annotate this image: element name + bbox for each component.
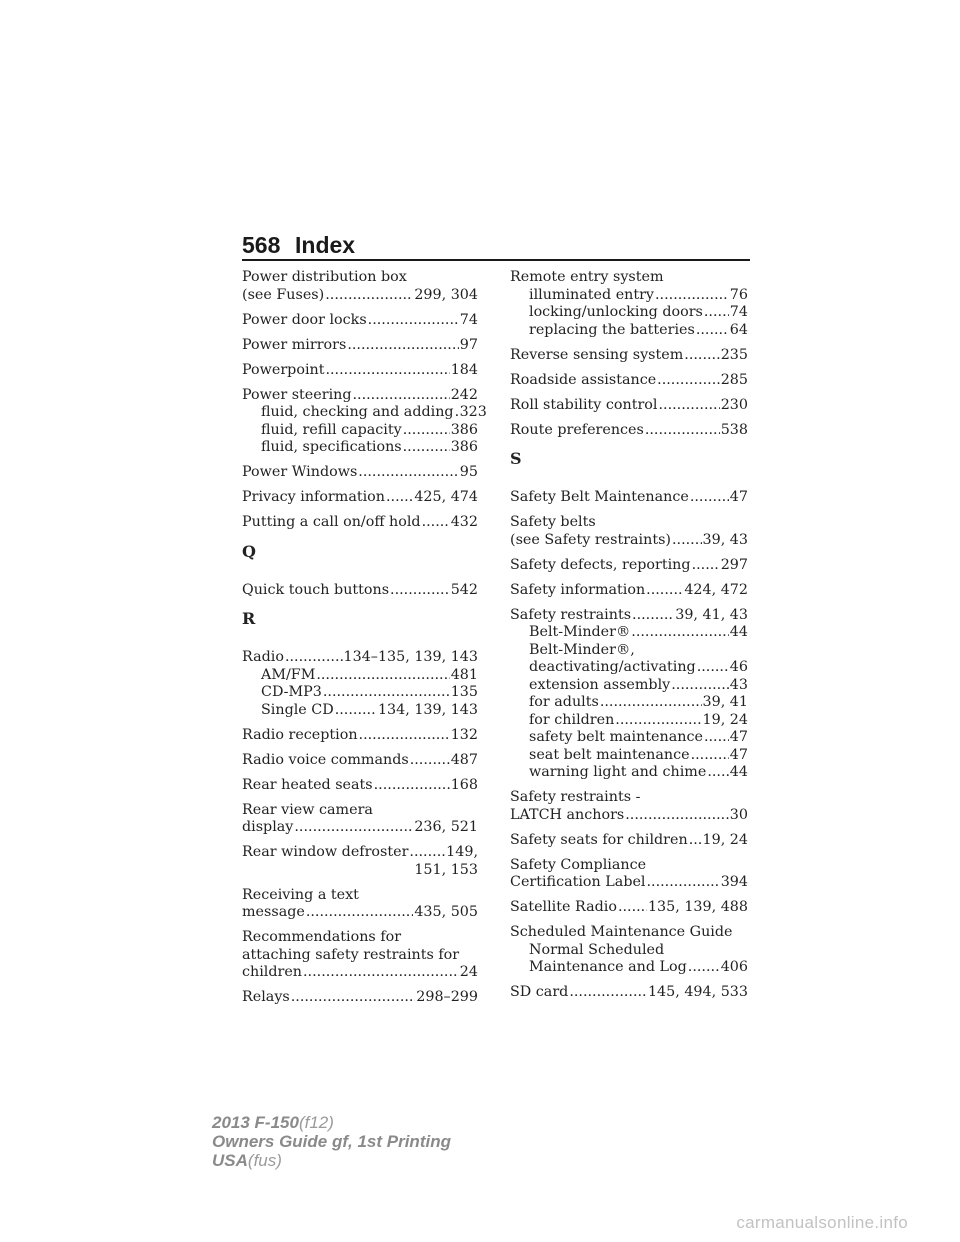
index-line (242, 362, 478, 380)
dot-leader (704, 304, 729, 322)
entry-pages: 74 (729, 304, 748, 320)
index-entry (242, 386, 487, 457)
entry-term: Safety Compliance (510, 856, 647, 873)
page-title: Index (295, 232, 356, 258)
index-entry (242, 727, 478, 745)
entry-pages: 47 (729, 489, 748, 505)
index-line (242, 464, 478, 482)
entry-pages: 44 (729, 624, 748, 640)
index-entry (242, 887, 478, 922)
index-subentry (510, 694, 748, 712)
entry-term: Rear heated seats (242, 776, 373, 793)
index-line (510, 807, 748, 825)
dot-leader (696, 322, 729, 340)
entry-pages: 323 (459, 404, 487, 420)
entry-pages: 39, 43 (702, 531, 748, 548)
section-letter: S (510, 449, 522, 468)
entry-pages: 424, 472 (684, 581, 748, 598)
entry-term: Quick touch buttons (242, 581, 390, 598)
entry-pages: 386 (450, 421, 478, 438)
index-line (510, 899, 748, 917)
entry-term: attaching safety restraints for (242, 946, 460, 963)
entry-pages: 242 (450, 386, 478, 403)
entry-term: Safety restraints - (510, 789, 641, 805)
index-line (510, 857, 748, 875)
index-entry (510, 832, 748, 850)
entry-term: Power Windows (242, 464, 358, 480)
dot-leader (631, 624, 729, 642)
dot-leader (285, 649, 343, 667)
entry-term: display (242, 819, 294, 835)
index-entry (510, 372, 748, 390)
entry-pages: 394 (720, 874, 748, 890)
index-subentry (510, 304, 748, 322)
entry-term: Recommendations for (242, 929, 402, 945)
dot-leader (403, 439, 450, 457)
section-letter: R (242, 609, 256, 628)
index-entry (242, 844, 478, 879)
index-subentry (242, 684, 478, 702)
dot-leader (615, 712, 701, 730)
entry-pages: 297 (720, 556, 748, 573)
entry-term: Scheduled Maintenance Guide (510, 924, 733, 940)
index-line (242, 287, 478, 305)
entry-pages: 435, 505 (414, 904, 478, 920)
index-line (510, 347, 748, 365)
index-subentry (242, 404, 487, 422)
entry-pages: 134–135, 139, 143 (343, 649, 478, 665)
entry-term: Reverse sensing system (510, 346, 684, 363)
index-line (242, 337, 478, 355)
index-subentry (510, 322, 748, 340)
index-entry (510, 514, 748, 549)
dot-leader (672, 532, 702, 550)
index-entry (510, 984, 748, 1002)
index-entry (242, 489, 478, 507)
dot-leader (358, 464, 459, 482)
entry-term: Radio voice commands (242, 751, 409, 768)
entry-pages: 168 (450, 776, 478, 793)
entry-term: Safety information (510, 581, 646, 598)
entry-term: Radio reception (242, 726, 358, 743)
entry-term: AM/FM (261, 666, 316, 683)
footer-market-line (212, 1151, 451, 1170)
entry-term: message (242, 904, 305, 920)
index-line (242, 844, 478, 862)
index-line (510, 422, 748, 440)
index-subentry (510, 624, 748, 642)
index-entry (510, 924, 748, 977)
index-line (510, 832, 748, 850)
index-subentry (242, 667, 478, 685)
index-line (242, 862, 478, 880)
entry-term: Rear view camera (242, 801, 373, 818)
index-line (242, 312, 478, 330)
entry-term: Powerpoint (242, 361, 325, 378)
entry-term: Roll stability control (510, 396, 658, 413)
dot-leader (359, 727, 450, 745)
index-line (510, 372, 748, 390)
entry-pages: 298–299 (416, 989, 478, 1005)
dot-leader (335, 702, 377, 720)
entry-term: Route preferences (510, 421, 644, 438)
index-line (510, 397, 748, 415)
entry-pages: 432 (450, 514, 478, 530)
index-subentry (510, 659, 748, 677)
dot-leader (697, 659, 729, 677)
entry-pages: 64 (729, 321, 748, 338)
dot-leader (323, 684, 450, 702)
footer-market: USA (212, 1151, 248, 1170)
dot-leader (303, 964, 459, 982)
entry-term: Safety Belt Maintenance (510, 489, 689, 505)
index-subentry (242, 439, 478, 457)
index-entry (242, 582, 478, 600)
entry-pages: 135 (450, 684, 478, 700)
dot-leader (618, 899, 647, 917)
entry-term: children (242, 964, 303, 980)
entry-term: Power distribution box (242, 269, 407, 285)
entry-term: fluid, refill capacity (261, 421, 402, 438)
entry-term: extension assembly (529, 676, 671, 693)
dot-leader (688, 959, 720, 977)
entry-pages: 542 (450, 581, 478, 598)
dot-leader (646, 582, 683, 600)
entry-term: SD card (510, 984, 569, 1000)
index-subentry (510, 287, 748, 305)
index-entry (242, 649, 478, 719)
index-line (242, 514, 478, 532)
dot-leader (645, 422, 720, 440)
dot-leader (707, 764, 728, 782)
entry-term: Safety defects, reporting (510, 556, 691, 573)
index-subentry (510, 729, 748, 747)
entry-term: (see Fuses) (242, 286, 325, 303)
index-line (242, 489, 478, 507)
entry-pages: 406 (720, 959, 748, 975)
entry-term: illuminated entry (529, 286, 655, 303)
index-subentry (510, 712, 748, 730)
entry-pages: 24 (459, 964, 478, 980)
entry-term: Remote entry system (510, 269, 664, 285)
index-subentry (510, 677, 748, 695)
entry-pages: 236, 521 (414, 819, 478, 835)
entry-term: Maintenance and Log (529, 959, 687, 975)
dot-leader (291, 989, 416, 1007)
entry-pages: 299, 304 (414, 286, 478, 303)
entry-term: Receiving a text (242, 886, 359, 903)
index-entry (510, 422, 748, 440)
dot-leader (655, 287, 729, 305)
entry-pages: 135, 139, 488 (647, 899, 748, 915)
index-entry (510, 857, 748, 892)
index-entry (510, 397, 748, 415)
index-line (242, 904, 478, 922)
dot-leader (692, 557, 720, 575)
dot-leader (455, 404, 459, 422)
footer-guide: Owners Guide gf, 1st Printing (212, 1132, 451, 1151)
dot-leader (368, 312, 459, 330)
entry-pages: 134, 139, 143 (377, 701, 478, 718)
entry-term: Safety restraints (510, 606, 632, 623)
header-rule (242, 259, 750, 261)
index-line (510, 607, 748, 625)
entry-term: LATCH anchors (510, 806, 625, 823)
index-line (510, 874, 748, 892)
index-line (510, 582, 748, 600)
dot-leader (647, 874, 720, 892)
index-line (242, 929, 478, 947)
index-entry (510, 557, 748, 575)
entry-pages: 43 (729, 676, 748, 693)
index-line (242, 649, 478, 667)
entry-term: replacing the batteries (529, 321, 695, 338)
page-number: 568 (242, 232, 281, 258)
index-line (242, 387, 478, 405)
index-line (510, 924, 748, 942)
index-line (242, 727, 478, 745)
index-line (510, 789, 748, 807)
index-entry (510, 607, 748, 782)
entry-term: Privacy information (242, 489, 385, 505)
dot-leader (325, 287, 413, 305)
entry-pages: 145, 494, 533 (647, 984, 748, 1000)
entry-term: Certification Label (510, 874, 646, 890)
dot-leader (403, 422, 450, 440)
index-entry (510, 582, 748, 600)
index-line (510, 514, 748, 532)
entry-term: Power mirrors (242, 336, 347, 353)
dot-leader (386, 489, 413, 507)
entry-pages: 76 (729, 286, 748, 303)
entry-term: Safety seats for children (510, 831, 688, 848)
page-header (242, 228, 750, 256)
entry-pages: 184 (450, 361, 478, 378)
index-entry (510, 489, 748, 507)
index-subentry (510, 959, 748, 977)
dot-leader (316, 667, 449, 685)
index-line (242, 819, 478, 837)
dot-leader (671, 677, 729, 695)
dot-leader (325, 362, 449, 380)
index-line (242, 802, 478, 820)
entry-pages: 39, 41 (702, 694, 748, 710)
footer-model: 2013 F-150 (212, 1113, 299, 1132)
entry-term: deactivating/activating (529, 659, 696, 675)
entry-pages: 97 (459, 336, 478, 353)
dot-leader (657, 372, 720, 390)
entry-term: fluid, checking and adding (261, 404, 454, 420)
entry-pages: 285 (720, 371, 748, 388)
index-entry (242, 362, 478, 380)
dot-leader (306, 904, 414, 922)
entry-term: warning light and chime (529, 764, 707, 780)
entry-pages: 30 (729, 806, 748, 823)
index-entry (242, 312, 478, 330)
dot-leader (690, 489, 729, 507)
entry-term: Rear window defroster (242, 844, 409, 860)
dot-leader (689, 832, 702, 850)
entry-term: Normal Scheduled (529, 941, 665, 958)
index-line (242, 887, 478, 905)
index-line (510, 269, 748, 287)
dot-leader (390, 582, 450, 600)
index-subentry (242, 422, 478, 440)
index-line (242, 752, 478, 770)
footer-market-code: (fus) (247, 1151, 282, 1170)
entry-term: Satellite Radio (510, 899, 617, 915)
entry-term: seat belt maintenance (529, 746, 690, 763)
dot-leader (704, 729, 729, 747)
index-entry (510, 789, 748, 824)
entry-pages: 132 (450, 726, 478, 743)
index-entry (242, 777, 478, 795)
dot-leader (569, 984, 647, 1002)
entry-pages: 46 (729, 659, 748, 675)
watermark: carmanualsonline.info (736, 1213, 908, 1232)
entry-term: Power steering (242, 386, 352, 403)
entry-pages: 425, 474 (414, 489, 478, 505)
entry-term: for adults (529, 694, 599, 710)
entry-pages: 19, 24 (702, 711, 748, 728)
index-subentry (242, 702, 478, 720)
entry-term: locking/unlocking doors (529, 304, 703, 320)
index-entry (510, 347, 748, 365)
dot-leader (684, 347, 719, 365)
dot-leader (632, 607, 674, 625)
dot-leader (353, 387, 450, 405)
entry-term: Belt-Minder® (529, 624, 631, 640)
index-entry (242, 802, 478, 837)
index-entry (510, 899, 748, 917)
entry-pages: 230 (720, 396, 748, 413)
entry-pages: 235 (720, 346, 748, 363)
index-line (242, 947, 478, 965)
entry-term: Belt-Minder®, (529, 641, 635, 658)
entry-pages: 487 (450, 751, 478, 768)
entry-term: for children (529, 711, 615, 728)
section-letter: Q (242, 541, 256, 561)
document-footer (212, 1113, 451, 1170)
index-line (242, 777, 478, 795)
entry-pages: 47 (729, 746, 748, 763)
entry-term: Safety belts (510, 514, 596, 530)
dot-leader (600, 694, 702, 712)
entry-pages: 538 (720, 421, 748, 438)
entry-term: CD-MP3 (261, 684, 322, 700)
entry-pages: 481 (450, 666, 478, 683)
entry-term: Roadside assistance (510, 371, 657, 388)
entry-term: Single CD (261, 701, 334, 718)
index-entry (242, 989, 478, 1007)
entry-term: (see Safety restraints) (510, 531, 671, 548)
dot-leader (410, 752, 450, 770)
dot-leader (422, 514, 450, 532)
entry-pages: 47 (729, 729, 748, 745)
index-subentry (510, 642, 748, 660)
index-subentry (510, 764, 748, 782)
index-entry (242, 752, 478, 770)
dot-leader (294, 819, 413, 837)
entry-pages: 149, (446, 844, 478, 860)
index-entry (242, 464, 478, 482)
index-entry (510, 269, 748, 339)
entry-term: safety belt maintenance (529, 729, 703, 745)
dot-leader (347, 337, 458, 355)
index-column-left (242, 269, 487, 1014)
entry-pages: 95 (459, 464, 478, 480)
entry-pages: 74 (459, 311, 478, 328)
index-line (510, 984, 748, 1002)
index-entry (242, 514, 478, 532)
entry-term: 151, 153 (414, 861, 478, 878)
entry-pages: 19, 24 (702, 831, 748, 848)
index-entry (242, 337, 478, 355)
entry-term: Radio (242, 649, 284, 665)
dot-leader (691, 747, 729, 765)
entry-term: fluid, specifications (261, 439, 402, 455)
entry-term: Power door locks (242, 311, 367, 328)
index-line (510, 532, 748, 550)
entry-pages: 39, 41, 43 (675, 606, 748, 623)
index-line (242, 989, 478, 1007)
index-entry (242, 929, 478, 982)
dot-leader (659, 397, 720, 415)
index-entry (242, 269, 478, 304)
index-subentry (510, 747, 748, 765)
entry-pages: 386 (450, 439, 478, 455)
dot-leader (625, 807, 729, 825)
entry-term: Relays (242, 989, 290, 1005)
footer-model-code: (f12) (298, 1113, 334, 1132)
index-line (242, 964, 478, 982)
index-line (242, 269, 478, 287)
dot-leader (374, 777, 450, 795)
footer-model-line (212, 1113, 451, 1132)
dot-leader (409, 844, 445, 862)
entry-pages: 44 (729, 764, 748, 780)
index-line (242, 582, 478, 600)
index-line (510, 557, 748, 575)
index-column-right (510, 269, 748, 1009)
index-line (510, 489, 748, 507)
entry-term: Putting a call on/off hold (242, 514, 421, 530)
index-subentry (510, 942, 748, 960)
